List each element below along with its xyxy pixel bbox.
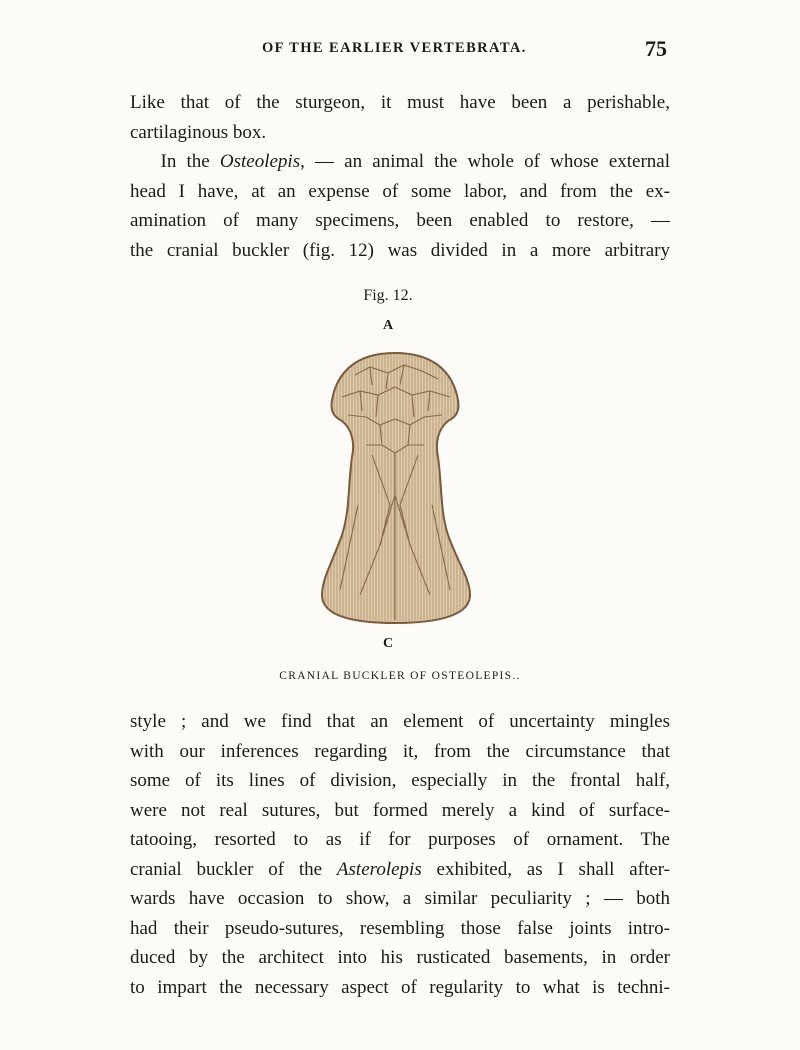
text-line: were not real sutures, but formed merely a kind of surface-: [130, 799, 670, 821]
text-line: had their pseudo-sutures, resembling those false joints intro-: [130, 917, 670, 939]
paragraph-2: [130, 147, 670, 265]
cranial-buckler-illustration: [300, 345, 490, 635]
text-segment: , — an animal the whole of whose external: [300, 151, 671, 172]
running-head: OF THE EARLIER VERTEBRATA.: [262, 40, 527, 56]
text-line: with our inferences regarding it, from the circumstance that: [130, 740, 670, 762]
text-line: head I have, at an expense of some labor, and from the ex-: [130, 180, 670, 202]
paragraph-1: [130, 88, 670, 147]
text-line: duced by the architect into his rusticated basements, in order: [130, 947, 670, 968]
figure-letter-bottom: C: [382, 636, 394, 651]
text-line: the cranial buckler (fig. 12) was divided in a more arbitrary: [130, 239, 670, 261]
text-line: to impart the necessary aspect of regularity to what is techni-: [130, 976, 670, 998]
page-number: 75: [645, 36, 667, 61]
text-line: some of its lines of division, especially in the frontal half,: [130, 770, 670, 791]
text-segment: In the: [160, 151, 220, 172]
text-line: tatooing, resorted to as if for purposes of ornament. The: [130, 829, 670, 850]
genus-name: Osteolepis: [219, 151, 301, 172]
genus-name: Asterolepis: [336, 858, 422, 880]
text-line: [130, 147, 670, 177]
text-segment: exhibited, as I shall after-: [421, 858, 670, 880]
figure-label: Fig. 12.: [363, 287, 413, 304]
text-line: style ; and we find that an element of uncertainty mingles: [130, 711, 670, 732]
text-segment: cranial buckler of the: [130, 858, 337, 880]
text-line: [130, 855, 670, 885]
text-line: Like that of the sturgeon, it must have been a perishable,: [130, 92, 670, 113]
text-line: cartilaginous box.: [130, 121, 267, 143]
paragraph-3: [130, 707, 670, 1002]
text-line: amination of many specimens, been enabled to restore, —: [130, 210, 670, 231]
figure-caption: CRANIAL BUCKLER OF OSTEOLEPIS..: [279, 670, 521, 682]
text-line: wards have occasion to show, a similar peculiarity ; — both: [130, 888, 670, 909]
buckler-outline: [322, 353, 470, 623]
figure-letter-top: A: [382, 318, 394, 333]
